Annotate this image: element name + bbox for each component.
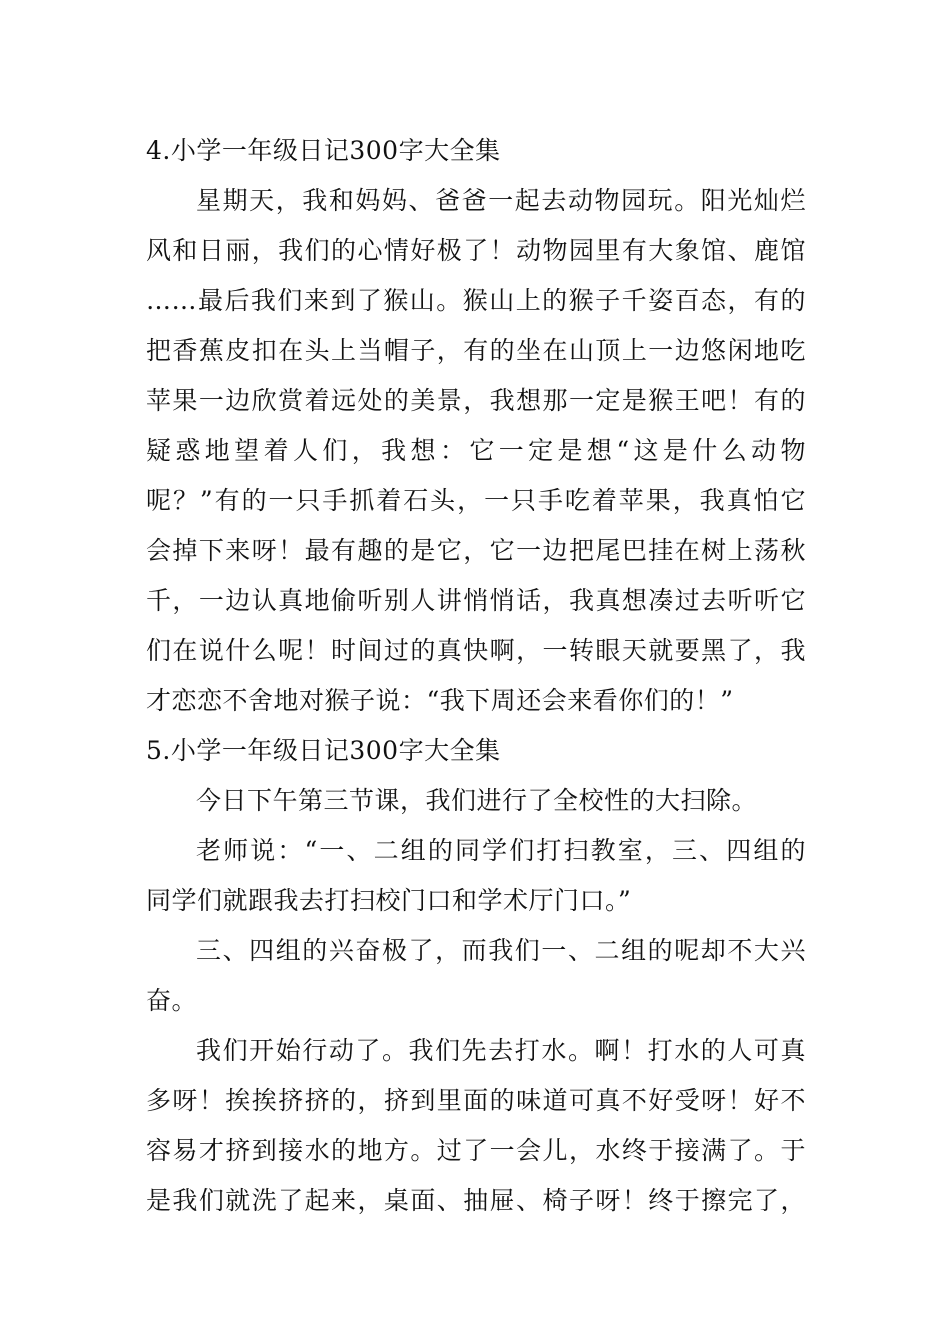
paragraph-line: 千，一边认真地偷听别人讲悄悄话，我真想凑过去听听它 xyxy=(146,586,806,615)
paragraph-line: 会掉下来呀！最有趣的是它，它一边把尾巴挂在树上荡秋 xyxy=(146,536,806,565)
section-5-paragraph-3 xyxy=(146,926,806,1026)
paragraph-line: 今日下午第三节课，我们进行了全校性的大扫除。 xyxy=(196,786,758,815)
paragraph-line: 容易才挤到接水的地方。过了一会儿，水终于接满了。于 xyxy=(146,1136,806,1165)
paragraph-line: 星期天，我和妈妈、爸爸一起去动物园玩。阳光灿烂 xyxy=(196,186,806,215)
section-5-paragraph-4 xyxy=(146,1026,806,1226)
paragraph-line: 把香蕉皮扣在头上当帽子，有的坐在山顶上一边悠闲地吃 xyxy=(146,336,806,365)
paragraph-line: 老师说：“一、二组的同学们打扫教室，三、四组的 xyxy=(196,836,806,865)
paragraph-line: 们在说什么呢！时间过的真快啊，一转眼天就要黑了，我 xyxy=(146,636,806,665)
paragraph-line: 多呀！挨挨挤挤的，挤到里面的味道可真不好受呀！好不 xyxy=(146,1086,806,1115)
paragraph-line: 才恋恋不舍地对猴子说：“我下周还会来看你们的！” xyxy=(146,686,734,715)
paragraph-line: 苹果一边欣赏着远处的美景，我想那一定是猴王吧！有的 xyxy=(146,386,806,415)
paragraph-line: 是我们就洗了起来，桌面、抽屉、椅子呀！终于擦完了， xyxy=(146,1186,806,1215)
paragraph-line: 疑惑地望着人们，我想：它一定是想“这是什么动物 xyxy=(146,436,806,465)
document-page xyxy=(146,126,806,1226)
paragraph-line: 同学们就跟我去打扫校门口和学术厅门口。” xyxy=(146,886,632,915)
paragraph-line: 奋。 xyxy=(146,986,198,1015)
paragraph-line: ……最后我们来到了猴山。猴山上的猴子千姿百态，有的 xyxy=(146,286,806,315)
paragraph-line: 呢？”有的一只手抓着石头，一只手吃着苹果，我真怕它 xyxy=(146,486,806,515)
section-4-heading: 4.小学一年级日记300字大全集 xyxy=(146,136,501,165)
paragraph-line: 三、四组的兴奋极了，而我们一、二组的呢却不大兴 xyxy=(196,936,806,965)
section-5-paragraph-2 xyxy=(146,826,806,926)
section-5-paragraph-1 xyxy=(146,776,806,826)
paragraph-line: 风和日丽，我们的心情好极了！动物园里有大象馆、鹿馆 xyxy=(146,236,806,265)
section-5-heading: 5.小学一年级日记300字大全集 xyxy=(146,736,501,765)
section-4-paragraph xyxy=(146,176,806,726)
paragraph-line: 我们开始行动了。我们先去打水。啊！打水的人可真 xyxy=(196,1036,806,1065)
